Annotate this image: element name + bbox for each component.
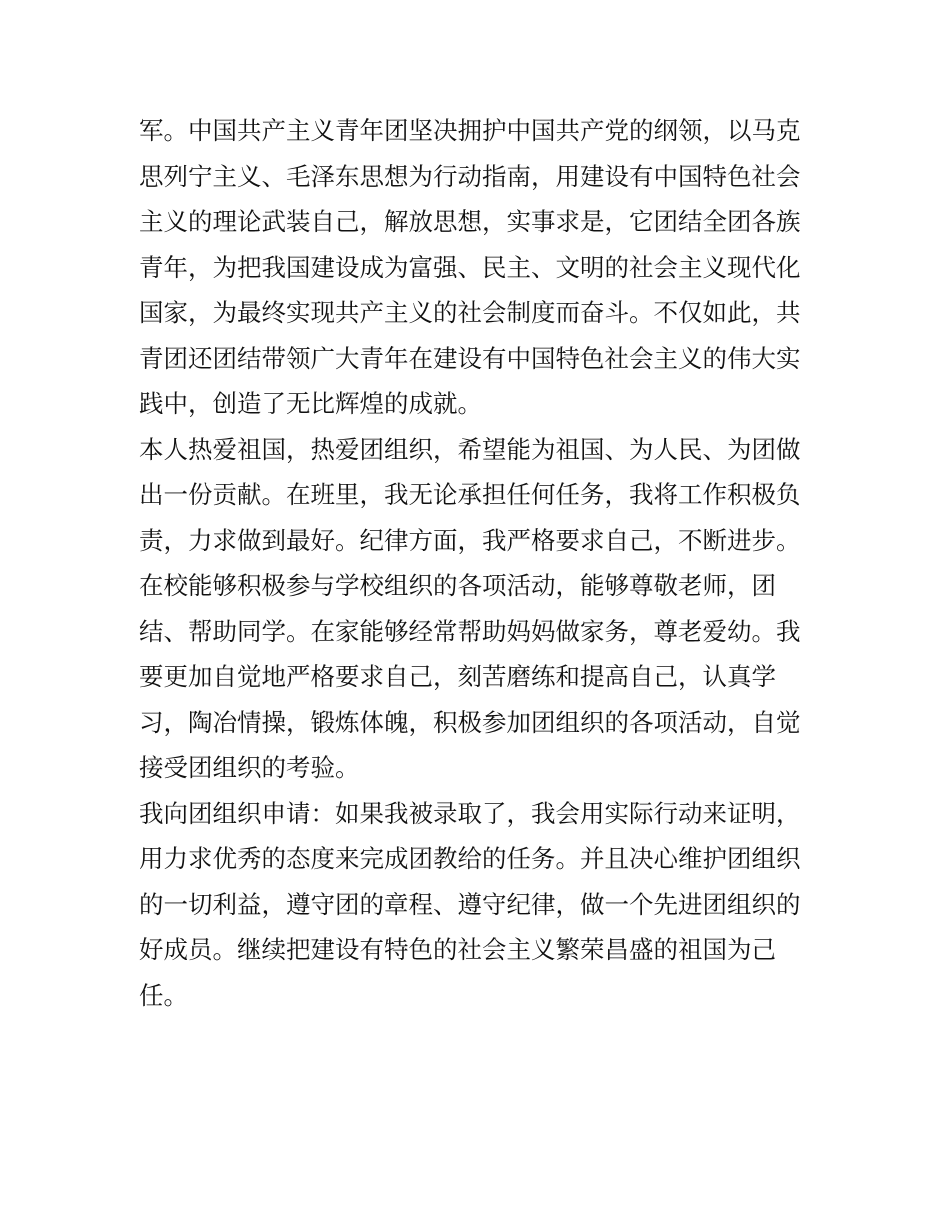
text-line: 青团还团结带领广大青年在建设有中国特色社会主义的伟大实 <box>139 343 801 373</box>
text-line: 用力求优秀的态度来完成团教给的任务。并且决心维护团组织 <box>139 844 801 873</box>
text-line: 出一份贡献。在班里，我无论承担任何任务，我将工作积极负 <box>139 480 801 509</box>
text-line: 我向团组织申请：如果我被录取了，我会用实际行动来证明， <box>139 798 801 828</box>
paragraph-2 <box>139 427 819 791</box>
text-line: 的一切利益，遵守团的章程、遵守纪律，做一个先进团组织的 <box>139 889 801 919</box>
text-line: 结、帮助同学。在家能够经常帮助妈妈做家务，尊老爱幼。我 <box>139 616 801 646</box>
document-body <box>139 108 819 1018</box>
text-line: 任。 <box>139 980 188 1010</box>
text-line: 思列宁主义、毛泽东思想为行动指南，用建设有中国特色社会 <box>139 161 801 191</box>
text-line: 国家，为最终实现共产主义的社会制度而奋斗。不仅如此，共 <box>139 298 801 327</box>
text-line: 责，力求做到最好。纪律方面，我严格要求自己，不断进步。 <box>139 525 801 555</box>
paragraph-3 <box>139 791 819 1019</box>
text-line: 接受团组织的考验。 <box>139 753 360 782</box>
text-line: 要更加自觉地严格要求自己，刻苦磨练和提高自己，认真学 <box>139 662 776 691</box>
text-line: 本人热爱祖国，热爱团组织，希望能为祖国、为人民、为团做 <box>139 434 801 464</box>
text-line: 在校能够积极参与学校组织的各项活动，能够尊敬老师，团 <box>139 571 776 600</box>
text-line: 践中，创造了无比辉煌的成就。 <box>139 389 482 418</box>
text-line: 青年，为把我国建设成为富强、民主、文明的社会主义现代化 <box>139 252 801 282</box>
text-line: 好成员。继续把建设有特色的社会主义繁荣昌盛的祖国为己 <box>139 935 776 964</box>
text-line: 主义的理论武装自己，解放思想，实事求是，它团结全团各族 <box>139 207 801 236</box>
text-line: 军。中国共产主义青年团坚决拥护中国共产党的纲领，以马克 <box>139 116 801 145</box>
text-line: 习，陶冶情操，锻炼体魄，积极参加团组织的各项活动，自觉 <box>139 707 801 737</box>
paragraph-1 <box>139 108 819 427</box>
